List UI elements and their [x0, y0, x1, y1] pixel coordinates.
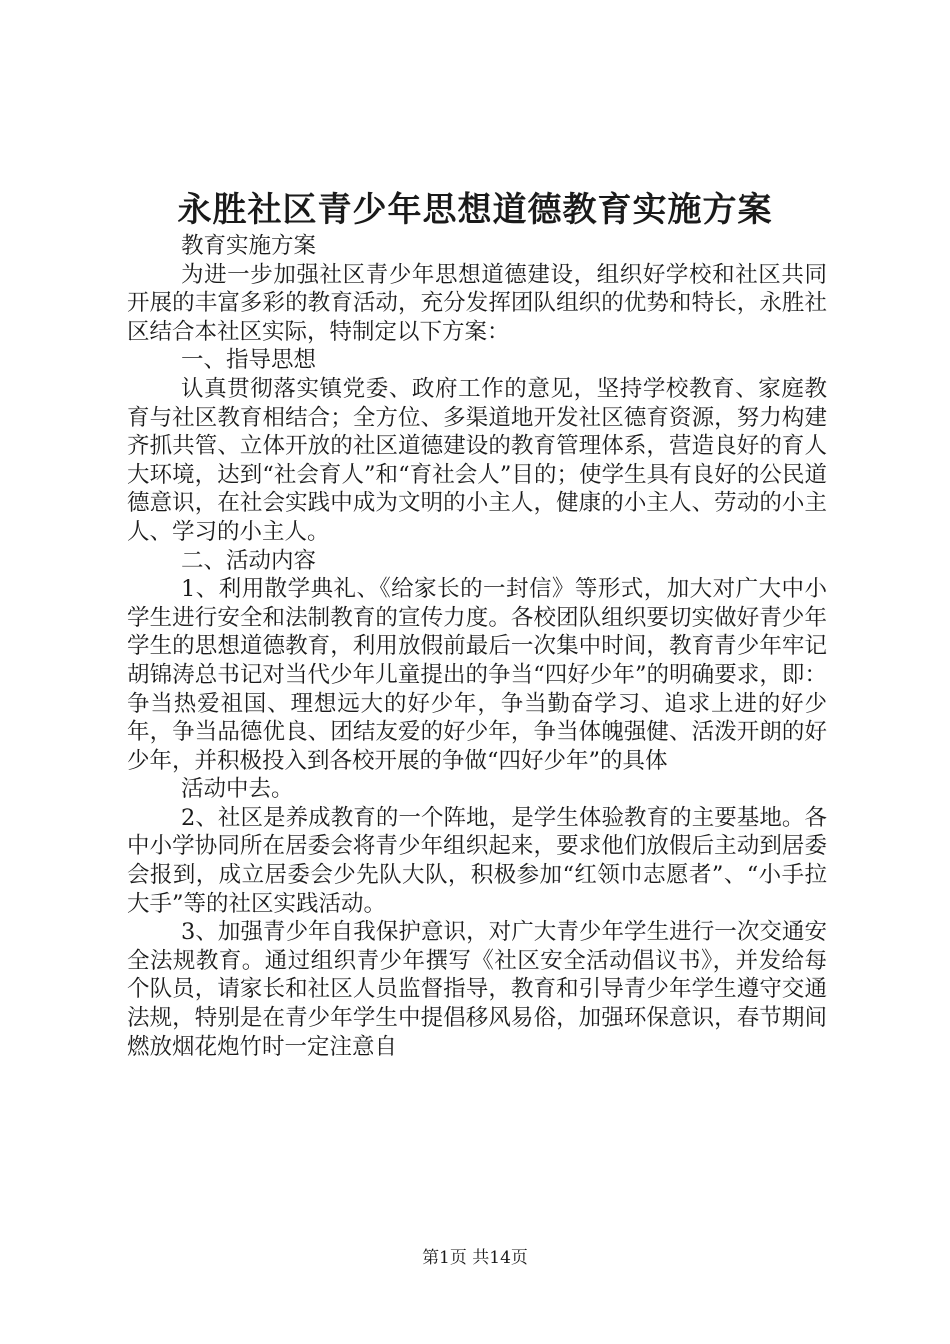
document-body: [127, 232, 827, 1061]
paragraph-activity-3: 3、加强青少年自我保护意识，对广大青少年学生进行一次交通安全法规教育。通过组织青少年撰写《社区安全活动倡议书》，并发给每个队员，请家长和社区人员监督指导，教育和引导青少年学生遵守交通法规，特别是在青少年学生中提倡移风易俗，加强环保意识，春节期间燃放烟花炮竹时一定注意自: [127, 919, 827, 1060]
paragraph-activity-1-continued: 活动中去。: [181, 776, 294, 803]
paragraph-activity-2: 2、社区是养成教育的一个阵地，是学生体验教育的主要基地。各中小学协同所在居委会将青少年组织起来，要求他们放假后主动到居委会报到，成立居委会少先队大队，积极参加“红领巾志愿者”、“小手拉大手”等的社区实践活动。: [127, 804, 827, 917]
section-heading-guiding-thought: 一、指导思想: [181, 347, 317, 374]
section-heading-activities: 二、活动内容: [181, 547, 317, 574]
paragraph-subtitle: 教育实施方案: [181, 233, 317, 259]
page-footer: 第1页 共14页: [422, 1248, 528, 1268]
document-title: 永胜社区青少年思想道德教育实施方案: [177, 190, 773, 230]
paragraph-activity-1: 1、利用散学典礼、《给家长的一封信》等形式，加大对广大中小学生进行安全和法制教育的宣传力度。各校团队组织要切实做好青少年学生的思想道德教育，利用放假前最后一次集中时间，教育青少年牢记胡锦涛总书记对当代少年儿童提出的争当“四好少年”的明确要求，即：争当热爱祖国、理想远大的好少年，争当勤奋学习、追求上进的好少年，争当品德优良、团结友爱的好少年，争当体魄强健、活泼开朗的好少年，并积极投入到各校开展的争做“四好少年”的具体: [127, 576, 827, 774]
paragraph-guiding-thought: 认真贯彻落实镇党委、政府工作的意见，坚持学校教育、家庭教育与社区教育相结合；全方位、多渠道地开发社区德育资源，努力构建齐抓共管、立体开放的社区道德建设的教育管理体系，营造良好的育人大环境，达到“社会育人”和“育社会人”目的；使学生具有良好的公民道德意识，在社会实践中成为文明的小主人，健康的小主人、劳动的小主人、学习的小主人。: [127, 375, 827, 545]
paragraph-intro: 为进一步加强社区青少年思想道德建设，组织好学校和社区共同开展的丰富多彩的教育活动，充分发挥团队组织的优势和特长，永胜社区结合本社区实际，特制定以下方案：: [127, 261, 827, 345]
